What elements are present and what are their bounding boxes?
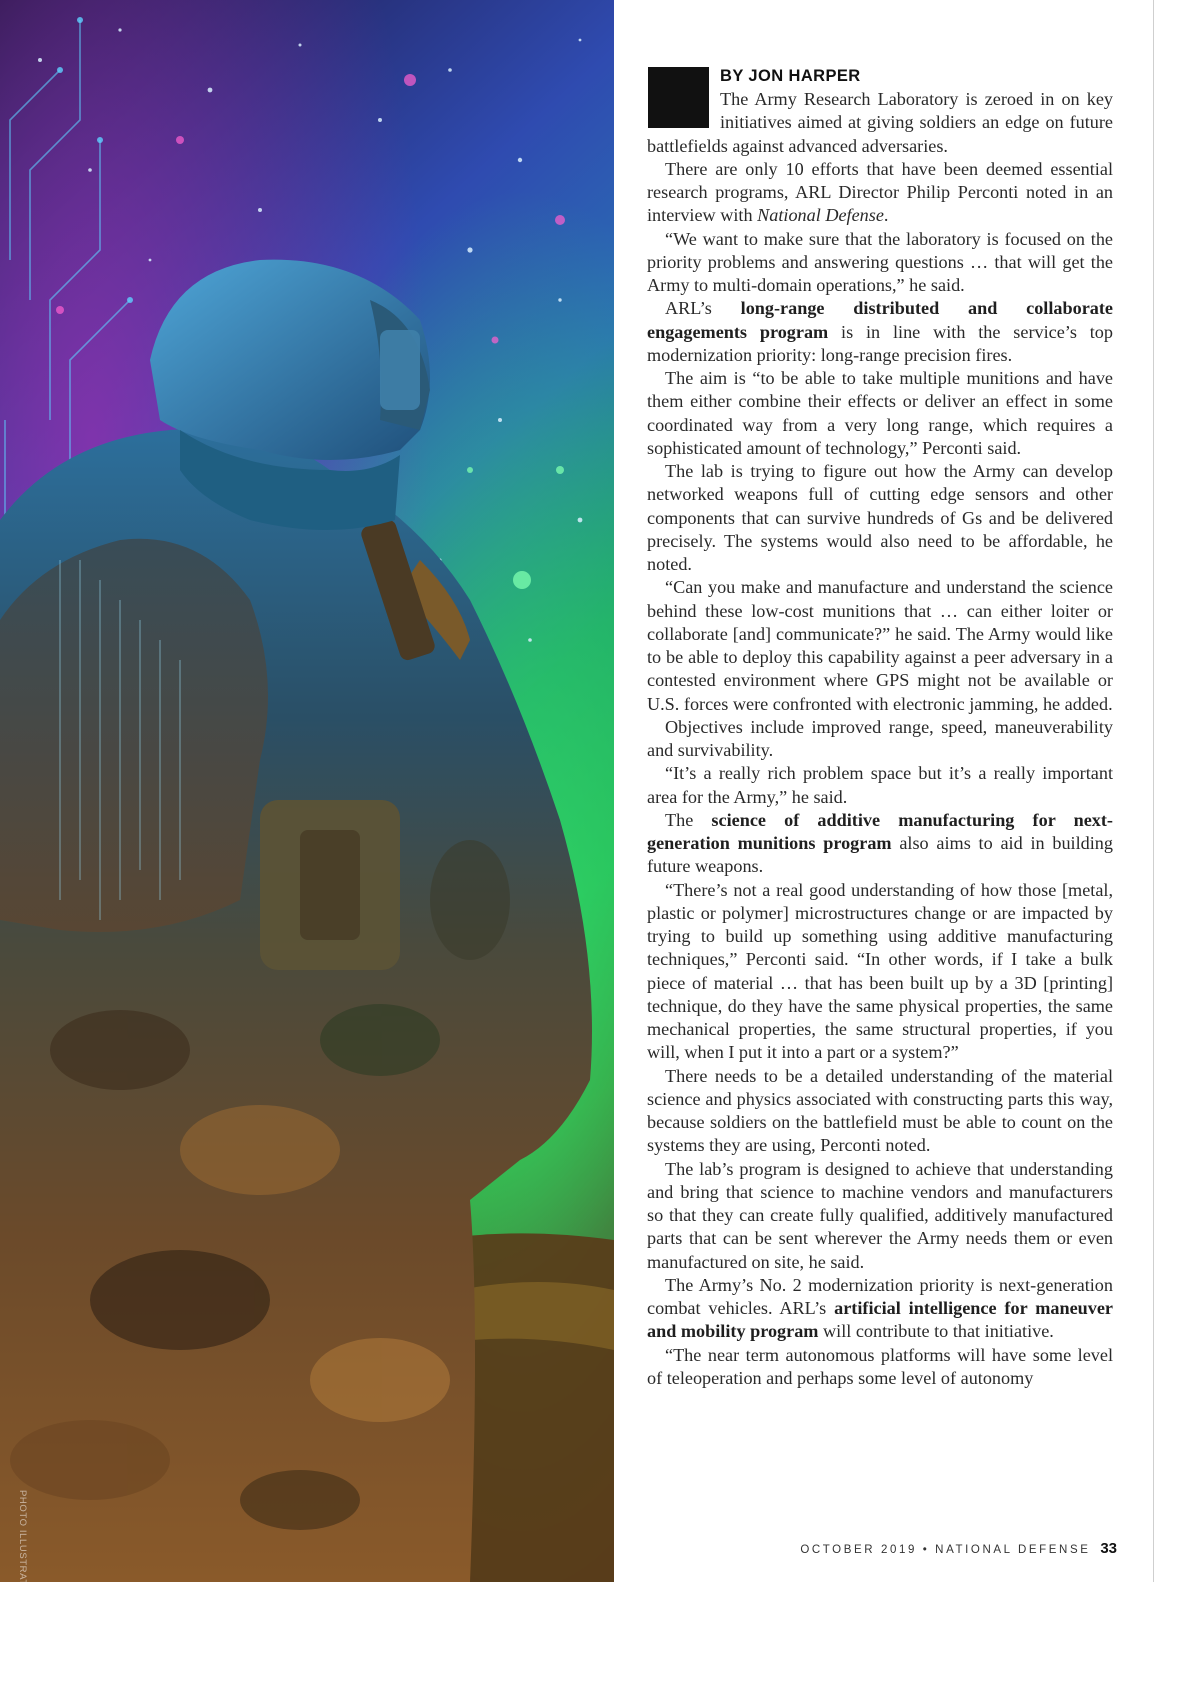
article-paragraph [647,460,1113,576]
page-footer [800,1540,1117,1557]
article-paragraph [647,879,1113,1065]
text-run: The Army Research Laboratory is zeroed in on key initiatives aimed at giving soldiers an edge on future battlefields against advanced adversaries. [647,89,1113,156]
text-run: The lab’s program is designed to achieve that understanding and bring that science to machine vendors and manufacturers so that they can create fully qualified, additively manufactured parts that can be sent wherever the Army needs them or even manufactured on site, he said. [647,1158,1113,1272]
photo-credit: PHOTO ILLUSTRATION / ARMY / ISTOCK [17,1490,28,1692]
article-paragraph [647,1344,1113,1391]
text-run: “Can you make and manufacture and understand the science behind these low-cost munitions that … can either loiter or collaborate [and] communicate?” he said. The Army would like to be able to deploy this capability against a peer adversary in a contested environment where GPS might not be available or U.S. forces were confronted with electronic jamming, he added. [647,577,1113,714]
text-run: “There’s not a real good understanding of how those [metal, plastic or polymer] microstructures change or are impacted by trying to build up something using additive manufacturing techniques,” Perconti said. “In other words, if I take a bulk piece of material … that has been built up by a 3D [printing] technique, do they have the same physical properties, the same mechanical properties, the same structural properties, if you will, when I put it into a part or a system?” [647,879,1113,1063]
drop-cap-block [648,67,709,128]
text-run: The Army’s No. 2 modernization priority is next-generation combat vehicles. ARL’s [647,1274,1113,1318]
program-name: long-range distributed and collaborate engagements program [647,298,1113,342]
text-run: The lab is trying to figure out how the Army can develop networked weapons full of cutting edge sensors and other components that can survive hundreds of Gs and be delivered precisely. The systems would also need to be affordable, he noted. [647,461,1113,574]
article-body [647,64,1113,1390]
article-paragraphs [647,88,1113,1390]
article-paragraph [647,228,1113,298]
program-name: science of additive manufacturing for next-generation munitions program [647,809,1113,853]
text-run: The aim is “to be able to take multiple munitions and have them either combine their effects or deliver an effect in some coordinated way from a very long range, which requires a sophisticated amount of technology,” Perconti said. [647,368,1113,458]
text-run: There are only 10 efforts that have been deemed essential research programs, ARL Director Philip Perconti noted in an interview with [647,158,1113,226]
page-number: 33 [1100,1540,1117,1557]
text-run: “It’s a really rich problem space but it’s a really important area for the Army,” he said. [647,763,1113,807]
issue-label: OCTOBER 2019 • NATIONAL DEFENSE [800,1544,1091,1556]
text-run: Objectives include improved range, speed, maneuverability and survivability. [647,716,1113,760]
article-paragraph [647,1158,1113,1274]
article-paragraph [647,762,1113,809]
soldier-illustration [0,0,614,1582]
byline: BY JON HARPER [720,67,861,85]
article-paragraph [647,158,1113,228]
text-run: “The near term autonomous platforms will have some level of teleoperation and perhaps some level of autonomy [647,1344,1113,1388]
article-paragraph [647,297,1113,367]
text-run: ARL’s [665,298,741,319]
text-run: There needs to be a detailed understanding of the material science and physics associated with constructing parts this way, because soldiers on the battlefield must be able to count on the systems they are using, Perconti noted. [647,1065,1113,1156]
text-run: “We want to make sure that the laboratory is focused on the priority problems and answering questions … that will get the Army to multi-domain operations,” he said. [647,228,1113,295]
text-run: also aims to aid in building future weapons. [647,833,1113,877]
page-edge-rule [1153,0,1154,1582]
article-paragraph [647,576,1113,716]
article-paragraph [647,367,1113,460]
text-run: The [665,809,712,830]
article-paragraph [647,88,1113,158]
program-name: artificial intelligence for maneuver and mobility program [647,1298,1113,1342]
article-paragraph [647,1274,1113,1344]
publication-name: National Defense [757,205,884,226]
article-paragraph [647,1065,1113,1158]
text-run: . [883,205,889,226]
text-run: will contribute to that initiative. [818,1321,1054,1342]
text-run: is in line with the service’s top modernization priority: long-range precision fires. [647,321,1113,365]
article-paragraph [647,809,1113,879]
article-paragraph [647,716,1113,763]
